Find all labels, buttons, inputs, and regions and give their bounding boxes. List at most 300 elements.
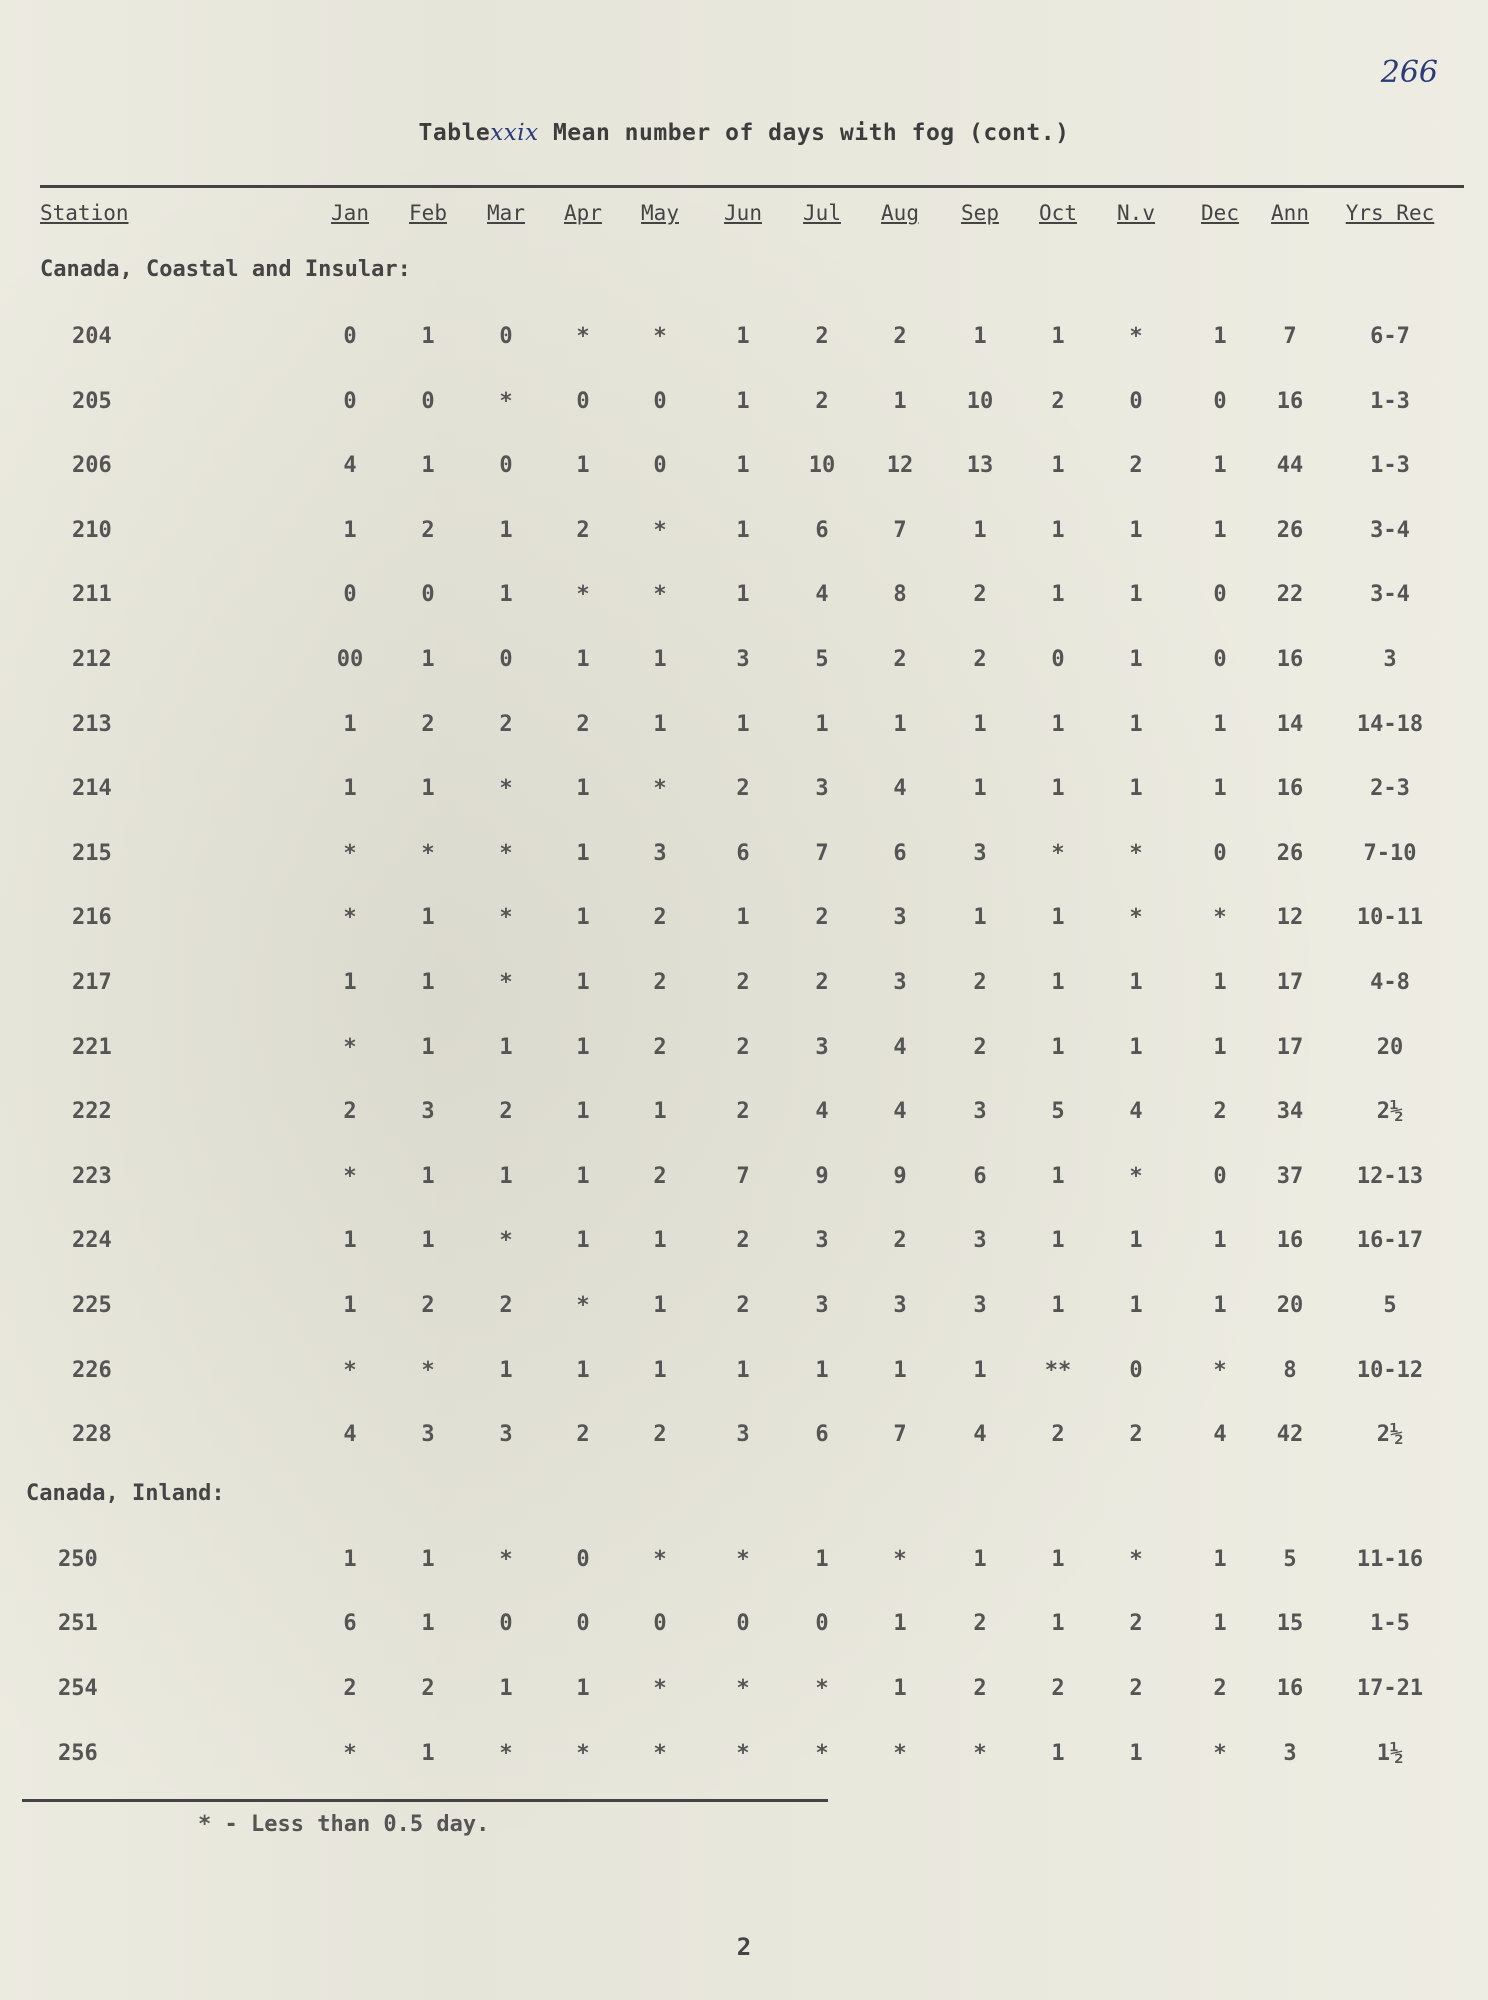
- month-value: 1: [576, 647, 590, 672]
- month-value: 3: [815, 1228, 829, 1254]
- annual-total: 16: [1276, 647, 1304, 672]
- annual-total: 22: [1276, 582, 1304, 608]
- month-value: 4: [815, 582, 829, 608]
- month-value: 3: [893, 1293, 907, 1318]
- column-header: Mar: [487, 201, 525, 225]
- month-value: 2: [1213, 1099, 1227, 1125]
- annual-total: 17: [1276, 970, 1304, 995]
- month-value: 1: [576, 1228, 590, 1254]
- month-value: 1: [973, 517, 987, 543]
- station-id: 215: [72, 840, 112, 866]
- month-value: 0: [499, 647, 513, 672]
- month-value: 1: [1051, 1611, 1065, 1637]
- month-value: 2: [815, 905, 829, 931]
- month-value: 1: [736, 324, 750, 349]
- month-value: 0: [1213, 582, 1227, 608]
- station-id: 228: [72, 1422, 112, 1448]
- month-value: 1: [576, 1163, 590, 1189]
- station-id: 217: [72, 970, 112, 995]
- month-value: 3: [973, 1293, 987, 1318]
- month-value: 1: [421, 647, 435, 672]
- month-value: 1: [343, 776, 357, 802]
- month-value: 1: [1051, 970, 1065, 995]
- month-value: 3: [499, 1422, 513, 1448]
- month-value: 1: [1129, 1740, 1143, 1766]
- month-value: 1: [893, 388, 907, 414]
- years-of-record: 2½: [1376, 1422, 1404, 1448]
- station-id: 251: [58, 1611, 98, 1637]
- month-value: 1: [1213, 1293, 1227, 1318]
- month-value: *: [576, 1293, 590, 1318]
- month-value: *: [1213, 1740, 1227, 1766]
- month-value: 0: [653, 1611, 667, 1637]
- month-value: 3: [815, 1034, 829, 1060]
- years-of-record: 14-18: [1356, 711, 1424, 737]
- month-value: 2: [1051, 388, 1065, 414]
- table-row: [0, 1354, 1488, 1388]
- month-value: 1: [653, 711, 667, 737]
- years-of-record: 2½: [1376, 1099, 1404, 1125]
- table-row: [0, 1095, 1488, 1129]
- month-value: 2: [499, 1293, 513, 1318]
- month-value: 1: [499, 517, 513, 543]
- month-value: 3: [893, 905, 907, 931]
- table-row: [0, 837, 1488, 871]
- month-value: 1: [815, 1546, 829, 1572]
- month-value: 2: [736, 970, 750, 995]
- month-value: 1: [736, 711, 750, 737]
- station-id: 254: [58, 1676, 98, 1701]
- table-row: [0, 1543, 1488, 1577]
- month-value: 1: [815, 1357, 829, 1383]
- month-value: 2: [736, 1228, 750, 1254]
- years-of-record: 2-3: [1370, 776, 1410, 802]
- month-value: *: [653, 324, 667, 349]
- month-value: *: [653, 582, 667, 608]
- month-value: 3: [653, 840, 667, 866]
- years-of-record: 5: [1383, 1293, 1397, 1318]
- month-value: 0: [576, 388, 590, 414]
- month-value: 2: [893, 647, 907, 672]
- month-value: 3: [893, 970, 907, 995]
- month-value: 4: [343, 453, 357, 479]
- month-value: 4: [343, 1422, 357, 1448]
- month-value: 1: [893, 711, 907, 737]
- column-header: Aug: [881, 201, 919, 225]
- annual-total: 17: [1276, 1034, 1304, 1060]
- month-value: 1: [973, 1357, 987, 1383]
- month-value: 1: [736, 453, 750, 479]
- month-value: 1: [736, 582, 750, 608]
- annual-total: 26: [1276, 840, 1304, 866]
- footer-page-number: 2: [736, 1933, 752, 1961]
- month-value: 1: [1051, 1228, 1065, 1254]
- month-value: *: [1051, 840, 1065, 866]
- month-value: 3: [973, 840, 987, 866]
- month-value: 1: [343, 1293, 357, 1318]
- month-value: 2: [576, 711, 590, 737]
- month-value: 1: [893, 1357, 907, 1383]
- column-header: Yrs Rec: [1345, 201, 1435, 225]
- month-value: 1: [973, 711, 987, 737]
- month-value: *: [653, 1740, 667, 1766]
- month-value: 6: [815, 517, 829, 543]
- years-of-record: 6-7: [1370, 324, 1410, 349]
- month-value: 1: [1129, 970, 1143, 995]
- month-value: 3: [815, 1293, 829, 1318]
- section-label: Canada, Inland:: [26, 1480, 225, 1506]
- month-value: 1: [893, 1611, 907, 1637]
- month-value: 6: [815, 1422, 829, 1448]
- month-value: 2: [736, 1099, 750, 1125]
- month-value: *: [1129, 840, 1143, 866]
- month-value: 0: [421, 388, 435, 414]
- month-value: 1: [576, 1099, 590, 1125]
- month-value: 1: [1129, 582, 1143, 608]
- month-value: 1: [893, 1676, 907, 1701]
- station-id: 210: [72, 517, 112, 543]
- month-value: 2: [421, 1676, 435, 1701]
- month-value: 3: [973, 1228, 987, 1254]
- annual-total: 5: [1283, 1546, 1297, 1572]
- annual-total: 12: [1276, 905, 1304, 931]
- month-value: 6: [893, 840, 907, 866]
- month-value: *: [653, 776, 667, 802]
- month-value: 0: [343, 582, 357, 608]
- month-value: 0: [421, 582, 435, 608]
- month-value: 5: [815, 647, 829, 672]
- month-value: *: [343, 905, 357, 931]
- station-id: 221: [72, 1034, 112, 1060]
- table-row: [0, 708, 1488, 742]
- month-value: 2: [973, 1611, 987, 1637]
- years-of-record: 3-4: [1370, 582, 1410, 608]
- month-value: 1: [421, 1163, 435, 1189]
- month-value: 12: [886, 453, 914, 479]
- month-value: 1: [1213, 711, 1227, 737]
- month-value: *: [343, 1357, 357, 1383]
- month-value: 0: [1129, 388, 1143, 414]
- month-value: 2: [1129, 453, 1143, 479]
- month-value: 1: [576, 840, 590, 866]
- month-value: 2: [893, 1228, 907, 1254]
- annual-total: 16: [1276, 776, 1304, 802]
- table-row: [0, 1031, 1488, 1065]
- years-of-record: 7-10: [1363, 840, 1417, 866]
- month-value: 1: [1051, 711, 1065, 737]
- station-id: 205: [72, 388, 112, 414]
- annual-total: 20: [1276, 1293, 1304, 1318]
- month-value: *: [893, 1740, 907, 1766]
- annual-total: 42: [1276, 1422, 1304, 1448]
- table-row: [0, 966, 1488, 1000]
- month-value: 2: [815, 970, 829, 995]
- table-header-row: [0, 196, 1488, 230]
- annual-total: 15: [1276, 1611, 1304, 1637]
- month-value: 1: [576, 1676, 590, 1701]
- month-value: *: [499, 388, 513, 414]
- month-value: 10: [966, 388, 994, 414]
- table-row: [0, 643, 1488, 677]
- month-value: 1: [421, 1740, 435, 1766]
- month-value: 0: [1213, 840, 1227, 866]
- table-row: [0, 1418, 1488, 1452]
- month-value: 1: [576, 1034, 590, 1060]
- column-header: Ann: [1271, 201, 1309, 225]
- month-value: 2: [421, 1293, 435, 1318]
- month-value: 2: [1129, 1676, 1143, 1701]
- annual-total: 3: [1283, 1740, 1297, 1766]
- handwritten-page-number: 266: [1380, 55, 1438, 90]
- table-row: [0, 1224, 1488, 1258]
- annual-total: 16: [1276, 1228, 1304, 1254]
- month-value: 2: [973, 582, 987, 608]
- month-value: 1: [736, 1357, 750, 1383]
- month-value: *: [653, 517, 667, 543]
- station-id: 212: [72, 647, 112, 672]
- month-value: 1: [1213, 970, 1227, 995]
- month-value: 1: [1213, 517, 1227, 543]
- table-row: [0, 772, 1488, 806]
- month-value: 1: [1051, 1740, 1065, 1766]
- month-value: 1: [576, 1357, 590, 1383]
- month-value: *: [576, 582, 590, 608]
- annual-total: 37: [1276, 1163, 1304, 1189]
- column-header: Sep: [961, 201, 999, 225]
- title-text: Mean number of days with fog (cont.): [552, 120, 1070, 146]
- column-header: Apr: [564, 201, 602, 225]
- table-row: [0, 901, 1488, 935]
- month-value: 1: [973, 776, 987, 802]
- month-value: 00: [336, 647, 364, 672]
- month-value: 1: [1129, 776, 1143, 802]
- years-of-record: 3: [1383, 647, 1397, 672]
- years-of-record: 1-5: [1370, 1611, 1410, 1637]
- month-value: 0: [343, 324, 357, 349]
- month-value: *: [499, 970, 513, 995]
- month-value: 0: [499, 453, 513, 479]
- month-value: 2: [421, 517, 435, 543]
- table-title: [0, 120, 1488, 146]
- month-value: *: [343, 1034, 357, 1060]
- month-value: *: [1213, 905, 1227, 931]
- month-value: 2: [653, 1163, 667, 1189]
- month-value: 2: [736, 1293, 750, 1318]
- month-value: 2: [653, 1422, 667, 1448]
- month-value: 2: [653, 970, 667, 995]
- table-row: [0, 1607, 1488, 1641]
- table-row: [0, 514, 1488, 548]
- month-value: 1: [576, 453, 590, 479]
- month-value: 2: [576, 1422, 590, 1448]
- month-value: 2: [973, 1676, 987, 1701]
- month-value: *: [499, 1740, 513, 1766]
- month-value: 6: [736, 840, 750, 866]
- month-value: 1: [1051, 1034, 1065, 1060]
- month-value: 2: [973, 970, 987, 995]
- column-header: Jun: [724, 201, 762, 225]
- month-value: 1: [1129, 711, 1143, 737]
- years-of-record: 10-11: [1356, 905, 1424, 931]
- month-value: 2: [1129, 1422, 1143, 1448]
- column-header: May: [641, 201, 679, 225]
- month-value: 2: [343, 1099, 357, 1125]
- station-id: 213: [72, 711, 112, 737]
- column-header: Jul: [803, 201, 841, 225]
- month-value: 1: [343, 1228, 357, 1254]
- column-header-station: Station: [40, 201, 129, 225]
- month-value: 0: [815, 1611, 829, 1637]
- column-header: N.v: [1117, 201, 1155, 225]
- years-of-record: 10-12: [1356, 1357, 1424, 1383]
- table-row: [0, 449, 1488, 483]
- annual-total: 8: [1283, 1357, 1297, 1383]
- month-value: *: [893, 1546, 907, 1572]
- years-of-record: 20: [1376, 1034, 1404, 1060]
- annual-total: 14: [1276, 711, 1304, 737]
- station-id: 224: [72, 1228, 112, 1254]
- month-value: 2: [499, 711, 513, 737]
- month-value: 1: [1051, 1546, 1065, 1572]
- month-value: *: [736, 1740, 750, 1766]
- month-value: *: [973, 1740, 987, 1766]
- years-of-record: 1-3: [1370, 388, 1410, 414]
- station-id: 225: [72, 1293, 112, 1318]
- month-value: 2: [421, 711, 435, 737]
- month-value: 2: [1213, 1676, 1227, 1701]
- month-value: 0: [1213, 388, 1227, 414]
- month-value: 2: [499, 1099, 513, 1125]
- month-value: 1: [653, 1228, 667, 1254]
- month-value: 3: [736, 647, 750, 672]
- month-value: *: [499, 1228, 513, 1254]
- station-id: 206: [72, 453, 112, 479]
- month-value: 1: [1213, 776, 1227, 802]
- years-of-record: 4-8: [1370, 970, 1410, 995]
- column-header: Oct: [1039, 201, 1077, 225]
- month-value: 2: [893, 324, 907, 349]
- station-id: 216: [72, 905, 112, 931]
- month-value: 1: [1051, 582, 1065, 608]
- bottom-rule: [22, 1799, 828, 1802]
- month-value: 0: [653, 388, 667, 414]
- month-value: 1: [1129, 1034, 1143, 1060]
- month-value: 1: [343, 970, 357, 995]
- month-value: 1: [736, 905, 750, 931]
- month-value: 4: [1213, 1422, 1227, 1448]
- month-value: 0: [1213, 647, 1227, 672]
- month-value: *: [343, 1163, 357, 1189]
- month-value: 5: [1051, 1099, 1065, 1125]
- month-value: 3: [421, 1422, 435, 1448]
- month-value: 1: [421, 1611, 435, 1637]
- month-value: *: [499, 840, 513, 866]
- station-id: 256: [58, 1740, 98, 1766]
- month-value: *: [343, 1740, 357, 1766]
- month-value: 1: [576, 776, 590, 802]
- month-value: 1: [421, 970, 435, 995]
- top-rule: [40, 185, 1464, 188]
- month-value: *: [343, 840, 357, 866]
- month-value: *: [1129, 905, 1143, 931]
- month-value: 1: [1051, 1293, 1065, 1318]
- month-value: 1: [653, 1357, 667, 1383]
- month-value: 7: [736, 1163, 750, 1189]
- month-value: 1: [421, 324, 435, 349]
- month-value: 1: [343, 711, 357, 737]
- month-value: 1: [653, 647, 667, 672]
- month-value: 1: [421, 1546, 435, 1572]
- month-value: 0: [576, 1611, 590, 1637]
- month-value: 1: [815, 711, 829, 737]
- month-value: 0: [499, 324, 513, 349]
- month-value: 1: [421, 453, 435, 479]
- month-value: 4: [973, 1422, 987, 1448]
- month-value: 2: [1129, 1611, 1143, 1637]
- month-value: *: [421, 1357, 435, 1383]
- month-value: 2: [653, 905, 667, 931]
- month-value: 0: [576, 1546, 590, 1572]
- month-value: 1: [499, 1034, 513, 1060]
- month-value: 2: [576, 517, 590, 543]
- month-value: 1: [343, 517, 357, 543]
- title-roman-numeral: xxix: [490, 120, 539, 146]
- month-value: 1: [1213, 324, 1227, 349]
- section-label: Canada, Coastal and Insular:: [40, 257, 411, 282]
- month-value: *: [736, 1676, 750, 1701]
- month-value: 4: [815, 1099, 829, 1125]
- month-value: 1: [653, 1293, 667, 1318]
- month-value: 1: [1213, 1546, 1227, 1572]
- station-id: 223: [72, 1163, 112, 1189]
- month-value: 1: [653, 1099, 667, 1125]
- station-id: 204: [72, 324, 112, 349]
- month-value: *: [576, 324, 590, 349]
- month-value: 1: [1129, 517, 1143, 543]
- month-value: 2: [815, 324, 829, 349]
- month-value: *: [499, 1546, 513, 1572]
- column-header: Feb: [409, 201, 447, 225]
- month-value: 1: [1051, 1163, 1065, 1189]
- month-value: 3: [736, 1422, 750, 1448]
- month-value: *: [815, 1676, 829, 1701]
- month-value: 0: [1051, 647, 1065, 672]
- month-value: 2: [973, 647, 987, 672]
- month-value: 1: [973, 1546, 987, 1572]
- station-id: 250: [58, 1546, 98, 1572]
- years-of-record: 17-21: [1356, 1676, 1424, 1701]
- month-value: 7: [815, 840, 829, 866]
- month-value: 3: [421, 1099, 435, 1125]
- month-value: *: [1129, 1546, 1143, 1572]
- table-row: [0, 1289, 1488, 1323]
- column-header: Dec: [1201, 201, 1239, 225]
- years-of-record: 16-17: [1356, 1228, 1424, 1254]
- month-value: *: [1129, 1163, 1143, 1189]
- month-value: 1: [736, 388, 750, 414]
- years-of-record: 1½: [1376, 1740, 1404, 1766]
- month-value: 2: [973, 1034, 987, 1060]
- month-value: 9: [815, 1163, 829, 1189]
- month-value: 4: [893, 1034, 907, 1060]
- table-row: [0, 320, 1488, 354]
- month-value: 4: [1129, 1099, 1143, 1125]
- table-row: [0, 1160, 1488, 1194]
- month-value: 1: [1129, 1293, 1143, 1318]
- month-value: 2: [736, 776, 750, 802]
- month-value: 1: [1051, 905, 1065, 931]
- month-value: 3: [973, 1099, 987, 1125]
